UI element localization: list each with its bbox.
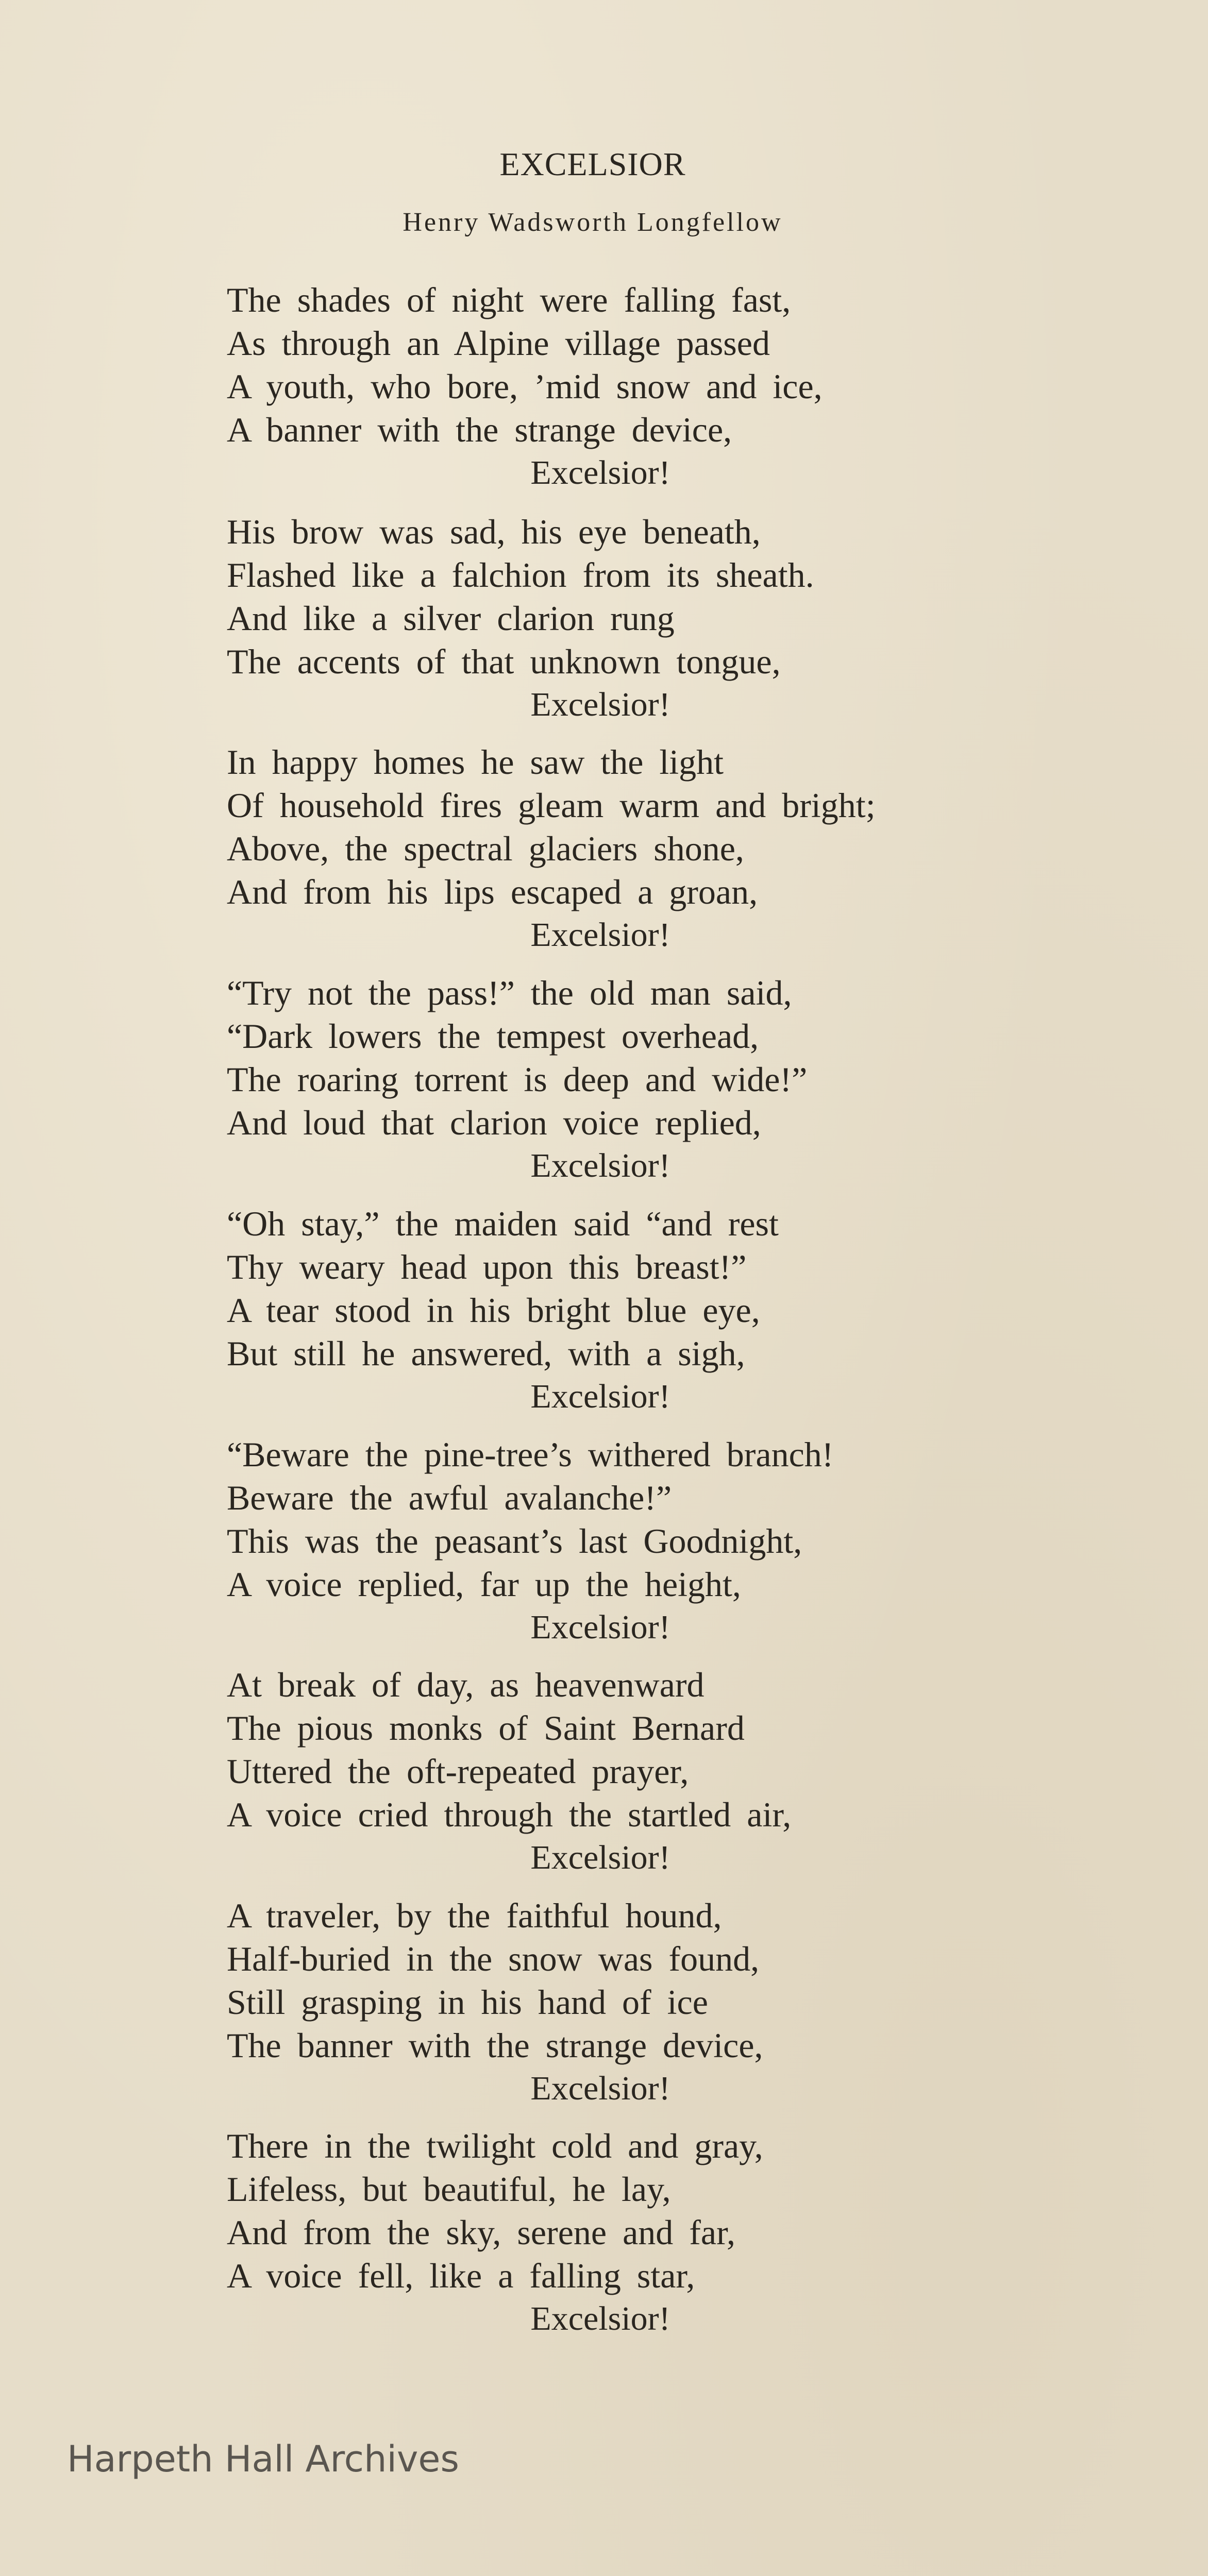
poem-line: A banner with the strange device, [227, 410, 732, 449]
poem-line: Flashed like a falchion from its sheath. [227, 555, 814, 595]
poem-line: There in the twilight cold and gray, [227, 2126, 763, 2165]
poem-line: In happy homes he saw the light [227, 742, 724, 782]
poem-line: A voice replied, far up the height, [227, 1565, 741, 1604]
poem-line: The accents of that unknown tongue, [227, 642, 781, 681]
poem-line: And like a silver clarion rung [227, 599, 675, 638]
poem-title: EXCELSIOR [499, 146, 686, 182]
poem-line: Above, the spectral glaciers shone, [227, 829, 744, 868]
refrain: Excelsior! [530, 1378, 670, 1415]
poem-line: And from his lips escaped a groan, [227, 872, 758, 911]
poem-line: At break of day, as heavenward [227, 1665, 704, 1704]
refrain: Excelsior! [530, 1839, 670, 1876]
stanza-5 [227, 1202, 1103, 1418]
poem-line: The pious monks of Saint Bernard [227, 1708, 745, 1748]
poem-line: The banner with the strange device, [227, 2026, 763, 2065]
archive-watermark: Harpeth Hall Archives [67, 2438, 459, 2480]
poem-line: A tear stood in his bright blue eye, [227, 1291, 760, 1330]
poem-line: Of household fires gleam warm and bright; [227, 786, 876, 825]
poem-line: A voice cried through the startled air, [227, 1795, 792, 1834]
stanza-2 [227, 510, 1103, 726]
poem-line: Still grasping in his hand of ice [227, 1982, 708, 2022]
poem-line: “Dark lowers the tempest overhead, [227, 1016, 759, 1056]
poem-author: Henry Wadsworth Longfellow [402, 208, 783, 237]
stanza-8 [227, 1894, 1103, 2110]
refrain: Excelsior! [530, 686, 670, 723]
refrain: Excelsior! [530, 454, 670, 492]
refrain: Excelsior! [530, 1147, 670, 1184]
poem-line: A voice fell, like a falling star, [227, 2256, 695, 2295]
poem-line: And from the sky, serene and far, [227, 2213, 735, 2252]
poem-line: “Try not the pass!” the old man said, [227, 973, 792, 1012]
poem-line: But still he answered, with a sigh, [227, 1334, 745, 1373]
poem-line: A youth, who bore, ’mid snow and ice, [227, 367, 823, 406]
poem-line: And loud that clarion voice replied, [227, 1103, 761, 1142]
stanza-6 [227, 1433, 1103, 1649]
poem-line: “Beware the pine-tree’s withered branch! [227, 1435, 834, 1474]
refrain: Excelsior! [530, 2070, 670, 2107]
stanza-3 [227, 740, 1103, 957]
poem-line: As through an Alpine village passed [227, 324, 770, 363]
refrain: Excelsior! [530, 2300, 670, 2337]
poem-line: Half-buried in the snow was found, [227, 1939, 760, 1978]
poem-line: The shades of night were falling fast, [227, 280, 791, 319]
poem-line: The roaring torrent is deep and wide!” [227, 1060, 808, 1099]
poem-line: His brow was sad, his eye beneath, [227, 512, 761, 551]
poem-line: Uttered the oft-repeated prayer, [227, 1752, 689, 1791]
refrain: Excelsior! [530, 916, 670, 954]
poem-line: Thy weary head upon this breast!” [227, 1247, 747, 1286]
stanza-1 [227, 278, 1103, 495]
stanza-7 [227, 1663, 1103, 1879]
stanza-4 [227, 971, 1103, 1188]
poem-line: Beware the awful avalanche!” [227, 1478, 672, 1517]
refrain: Excelsior! [530, 1608, 670, 1646]
poem-line: This was the peasant’s last Goodnight, [227, 1521, 802, 1561]
stanza-9 [227, 2124, 1103, 2341]
poem-line: “Oh stay,” the maiden said “and rest [227, 1204, 779, 1243]
poem-line: Lifeless, but beautiful, he lay, [227, 2170, 671, 2209]
poem-line: A traveler, by the faithful hound, [227, 1896, 722, 1935]
